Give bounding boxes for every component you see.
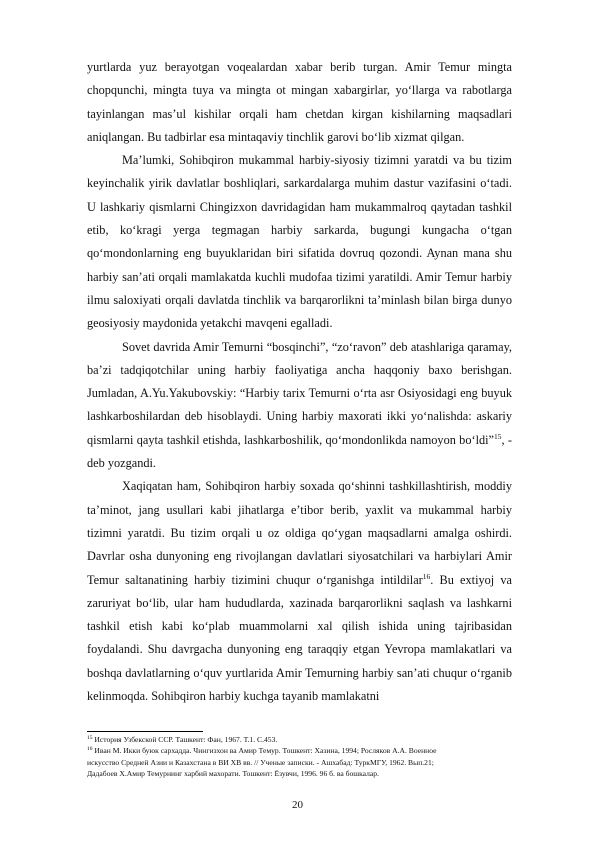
paragraph-3 xyxy=(87,336,512,476)
footnote-16-line-2: искусство Средней Азии и Казахстана в ВИ ХВ вв. // Ученые записки. - Ашхабад: ТуркМГУ, 1962. Вып.21; xyxy=(87,757,434,767)
footnotes xyxy=(87,734,517,780)
footnote-divider xyxy=(87,731,203,732)
footnote-ref-16[interactable]: 16 xyxy=(422,571,431,581)
footnote-ref-15[interactable]: 15 xyxy=(494,431,502,441)
paragraph-4 xyxy=(87,475,512,708)
footnote-16-number: 16 xyxy=(87,746,93,753)
footnote-15-number: 15 xyxy=(87,735,93,741)
paragraph-2: Ma’lumki, Sohibqiron mukammal harbiy-siyosiy tizimni yaratdi va bu tizim keyinchalik yirik davlatlar boshliqlari, sarkardalarga muhim dastur vazifasini o‘tadi. U lashkariy qismlarni Chingizxon davridagidan ham mukammalroq qaytadan tashkil etib, ko‘kragi yerga tegmagan harbiy sarkarda, bugungi kungacha o‘tgan qo‘mondonlarning eng buyuklaridan biri sifatida dovruq qozondi. Aynan mana shu harbiy san’ati orqali mamlakatda kuchli mudofaa tizimi yaratildi. Amir Temur harbiy ilmu saloxiyati orqali davlatda tinchlik va barqarorlikni ta’minlash bilan birga dunyo geosiyosiy maydonida yetakchi mavqeni egalladi. xyxy=(87,153,512,331)
paragraph-1: yurtlarda yuz berayotgan voqealardan xabar berib turgan. Amir Temur mingta chopqunchi, mingta tuya va mingta ot mingan xabargirlar, yo‘llarga va rabotlarga tayinlangan mas’ul kishilar orqali ham chetdan kirgan kishilarning maqsadlari aniqlangan. Bu tadbirlar esa mintaqaviy tinchlik garovi bo‘lib xizmat qilgan. xyxy=(87,60,512,144)
footnote-15 xyxy=(87,734,517,745)
page-number: 20 xyxy=(292,799,303,811)
footnote-16 xyxy=(87,745,517,756)
document-body xyxy=(87,56,512,708)
paragraph-3-tail: , - deb yozgandi. xyxy=(87,432,513,471)
footnote-16-text-line-1: Иван М. Икки буюк сархадда. Чингизхон ва Амир Темур. Тошкент: Хазина, 1994; Росляков А.А. Военное xyxy=(92,746,437,756)
paragraph-4-text: Xaqiqatan ham, Sohibqiron harbiy soxada qo‘shinni tashkillashtirish, moddiy ta’minot, jang usullari kabi jihatlarga e’tibor berib, yaxlit va mukammal harbiy tizimni yaratdi. Bu tizim orqali u oz oldiga qo‘ygan maqsadlarni amalga oshirdi. Davrlar osha dunyoning eng rivojlangan davlatlari siyosatchilari va harbiylari Amir Temur saltanatining harbiy tizimini chuqur o‘rganishga intildilar xyxy=(87,479,512,587)
footnote-15-text: История Узбекской ССР. Ташкент: Фан, 1967. Т.1. С.453. xyxy=(92,735,278,744)
paragraph-4-tail: . Bu extiyoj va zaruriyat bo‘lib, ular ham hududlarda, xazinada barqarorlikni saqlash va lashkarni tashkil etish kabi ko‘plab muammolarni xal qilish ishida uning tajribasidan foydalandi. Shu davrgacha dunyoning eng taraqqiy etgan Yevropa mamlakatlari va boshqa davlatlarning o‘quv yurtlarida Amir Temurning harbiy san’ati chuqur o‘rganib kelinmoqda. Sohibqiron harbiy kuchga tayanib mamlakatni xyxy=(87,572,512,704)
paragraph-3-text: Sovet davrida Amir Temurni “bosqinchi”, “zo‘ravon” deb atashlariga qaramay, ba’zi tadqiqotchilar uning harbiy faoliyatiga ancha haqqoniy baxo berishgan. Jumladan, A.Yu.Yakubovskiy: “Harbiy tarix Temurni o‘rta asr Osiyosidagi eng buyuk lashkarboshilardan deb hisoblaydi. Uning harbiy maxorati ikki yo‘nalishda: askariy qismlarni qayta tashkil etishda, lashkarboshilik, qo‘mondonlikda namoyon bo‘ldi” xyxy=(87,339,512,447)
footnote-16-line-3: Дадабоев Х.Амир Темурнинг харбий махорати. Тошкент: Ёзувчи, 1996. 96 б. ва бошкалар. xyxy=(87,769,379,779)
